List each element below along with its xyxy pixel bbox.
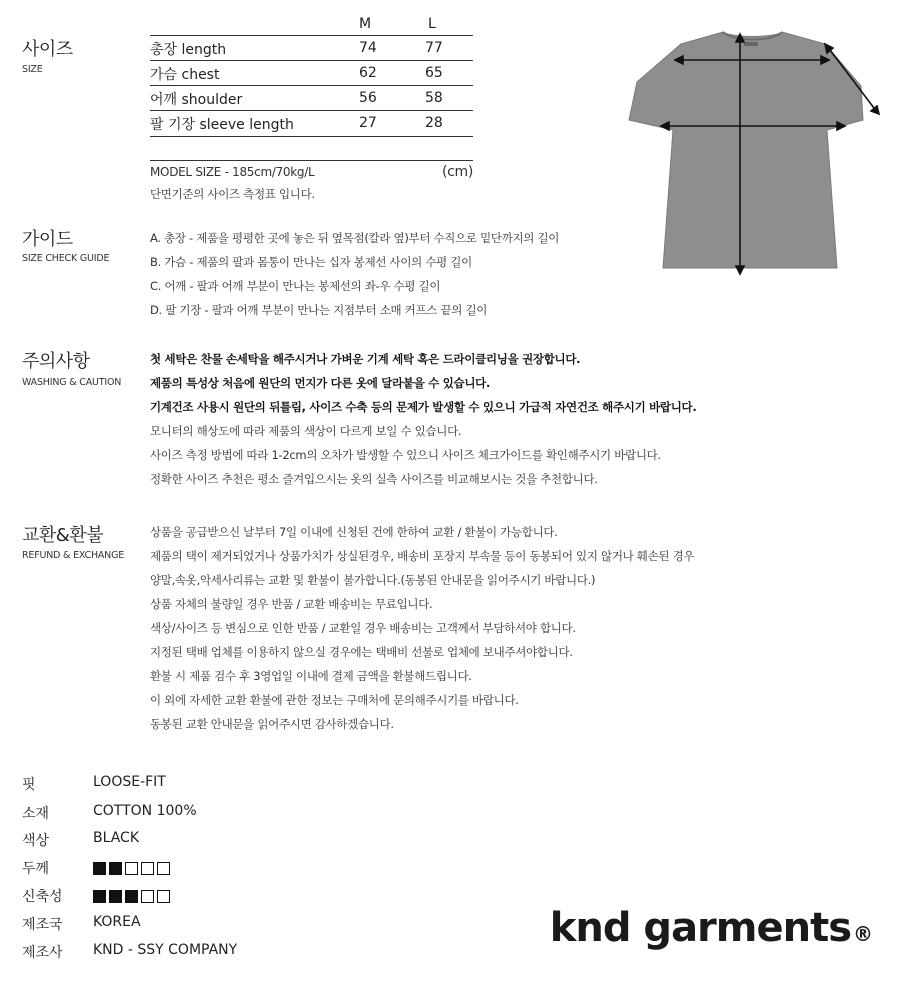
spec-label-color: 색상 xyxy=(22,833,50,849)
list-item: C. 어깨 - 팔과 어깨 부분이 만나는 봉제선의 좌-우 수평 길이 xyxy=(150,279,441,293)
spec-value-origin: KOREA xyxy=(93,914,141,930)
registered-mark-icon: ® xyxy=(853,922,872,946)
list-item: 기계건조 사용시 원단의 뒤틀림, 사이즈 수축 등의 문제가 발생할 수 있으니 가급적 자연건조 해주시기 바랍니다. xyxy=(150,400,697,414)
spec-label-stretch: 신축성 xyxy=(22,889,63,905)
stretch-rating xyxy=(93,890,170,903)
table-row xyxy=(150,85,473,111)
caution-title: 주의사항 xyxy=(22,351,90,372)
list-item: 첫 세탁은 찬물 손세탁을 해주시거나 가벼운 기계 세탁 혹은 드라이클리닝을 권장합니다. xyxy=(150,352,581,366)
thickness-empty-box xyxy=(125,862,138,875)
column-m: M xyxy=(359,16,372,32)
stretch-empty-box xyxy=(157,890,170,903)
list-item: 환불 시 제품 검수 후 3영업일 이내에 결제 금액을 환불해드립니다. xyxy=(150,669,472,683)
value-l: 28 xyxy=(425,115,443,131)
size-subtitle: SIZE xyxy=(22,64,43,75)
column-l: L xyxy=(428,16,436,32)
row-label: 팔 기장 sleeve length xyxy=(150,117,294,133)
table-row xyxy=(150,60,473,86)
label-tag-icon xyxy=(744,42,758,46)
value-m: 74 xyxy=(359,40,377,56)
value-l: 65 xyxy=(425,65,443,81)
refund-subtitle: REFUND & EXCHANGE xyxy=(22,550,125,561)
list-item: 제품의 특성상 처음에 원단의 먼지가 다른 옷에 달라붙을 수 있습니다. xyxy=(150,376,491,390)
list-item: A. 총장 - 제품을 평평한 곳에 놓은 뒤 옆목점(칼라 옆)부터 수직으로 밑단까지의 길이 xyxy=(150,231,560,245)
list-item: 색상/사이즈 등 변심으로 인한 반품 / 교환일 경우 배송비는 고객께서 부담하셔야 합니다. xyxy=(150,621,576,635)
stretch-empty-box xyxy=(141,890,154,903)
stretch-filled-box xyxy=(109,890,122,903)
list-item: 사이즈 측정 방법에 따라 1-2cm의 오차가 발생할 수 있으니 사이즈 체크가이드를 확인해주시기 바랍니다. xyxy=(150,448,661,462)
size-note: 단면기준의 사이즈 측정표 입니다. xyxy=(150,187,315,201)
row-label: 총장 length xyxy=(150,42,227,58)
spec-value-material: COTTON 100% xyxy=(93,803,197,819)
spec-value-color: BLACK xyxy=(93,830,140,846)
thickness-empty-box xyxy=(157,862,170,875)
list-item: 제품의 택이 제거되었거나 상품가치가 상실된경우, 배송비 포장지 부속물 등이 동봉되어 있지 않거나 훼손된 경우 xyxy=(150,549,695,563)
size-title: 사이즈 xyxy=(22,39,73,60)
row-label: 어깨 shoulder xyxy=(150,92,243,108)
table-row xyxy=(150,110,473,137)
value-m: 62 xyxy=(359,65,377,81)
spec-label-thickness: 두께 xyxy=(22,861,50,877)
stretch-filled-box xyxy=(93,890,106,903)
caution-list xyxy=(150,347,696,491)
unit-label: (cm) xyxy=(442,164,474,180)
list-item: 동봉된 교환 안내문을 읽어주시면 감사하겠습니다. xyxy=(150,717,394,731)
list-item: D. 팔 기장 - 팔과 어깨 부분이 만나는 지점부터 소매 커프스 끝의 길이 xyxy=(150,303,488,317)
thickness-empty-box xyxy=(141,862,154,875)
value-m: 56 xyxy=(359,90,377,106)
spec-label-origin: 제조국 xyxy=(22,917,63,933)
list-item: 상품 자체의 불량일 경우 반품 / 교환 배송비는 무료입니다. xyxy=(150,597,433,611)
guide-subtitle: SIZE CHECK GUIDE xyxy=(22,253,110,264)
thickness-rating xyxy=(93,862,170,875)
guide-list xyxy=(150,226,559,322)
tshirt-shape xyxy=(629,32,863,268)
tshirt-diagram xyxy=(615,20,890,285)
list-item: B. 가슴 - 제품의 팔과 몸통이 만나는 십자 봉제선 사이의 수평 길이 xyxy=(150,255,472,269)
table-row xyxy=(150,35,473,61)
refund-title: 교환&환불 xyxy=(22,525,104,546)
value-l: 77 xyxy=(425,40,443,56)
refund-list xyxy=(150,520,694,736)
spec-value-maker: KND - SSY COMPANY xyxy=(93,942,238,958)
spec-label-maker: 제조사 xyxy=(22,945,63,961)
brand-logo xyxy=(550,905,872,951)
list-item: 양말,속옷,악세사리류는 교환 및 환불이 불가합니다.(동봉된 안내문을 읽어주시기 바랍니다.) xyxy=(150,573,596,587)
brand-name: knd garments xyxy=(549,905,851,951)
caution-subtitle: WASHING & CAUTION xyxy=(22,377,122,388)
value-m: 27 xyxy=(359,115,377,131)
list-item: 이 외에 자세한 교환 환불에 관한 정보는 구매처에 문의해주시기를 바랍니다. xyxy=(150,693,519,707)
spec-label-fit: 핏 xyxy=(22,777,36,793)
spec-value-fit: LOOSE-FIT xyxy=(93,774,166,790)
thickness-filled-box xyxy=(93,862,106,875)
model-size: MODEL SIZE - 185cm/70kg/L xyxy=(150,165,315,179)
list-item: 모니터의 해상도에 따라 제품의 색상이 다르게 보일 수 있습니다. xyxy=(150,424,462,438)
thickness-filled-box xyxy=(109,862,122,875)
guide-title: 가이드 xyxy=(22,229,73,250)
list-item: 지정된 택배 업체를 이용하지 않으실 경우에는 택배비 선불로 업체에 보내주셔야합니다. xyxy=(150,645,573,659)
value-l: 58 xyxy=(425,90,443,106)
spec-label-material: 소재 xyxy=(22,806,50,822)
list-item: 상품을 공급받으신 날부터 7일 이내에 신청된 건에 한하여 교환 / 환불이 가능합니다. xyxy=(150,525,558,539)
stretch-filled-box xyxy=(125,890,138,903)
list-item: 정확한 사이즈 추천은 평소 즐겨입으시는 옷의 실측 사이즈를 비교해보시는 것을 추천합니다. xyxy=(150,472,598,486)
row-label: 가슴 chest xyxy=(150,67,220,83)
